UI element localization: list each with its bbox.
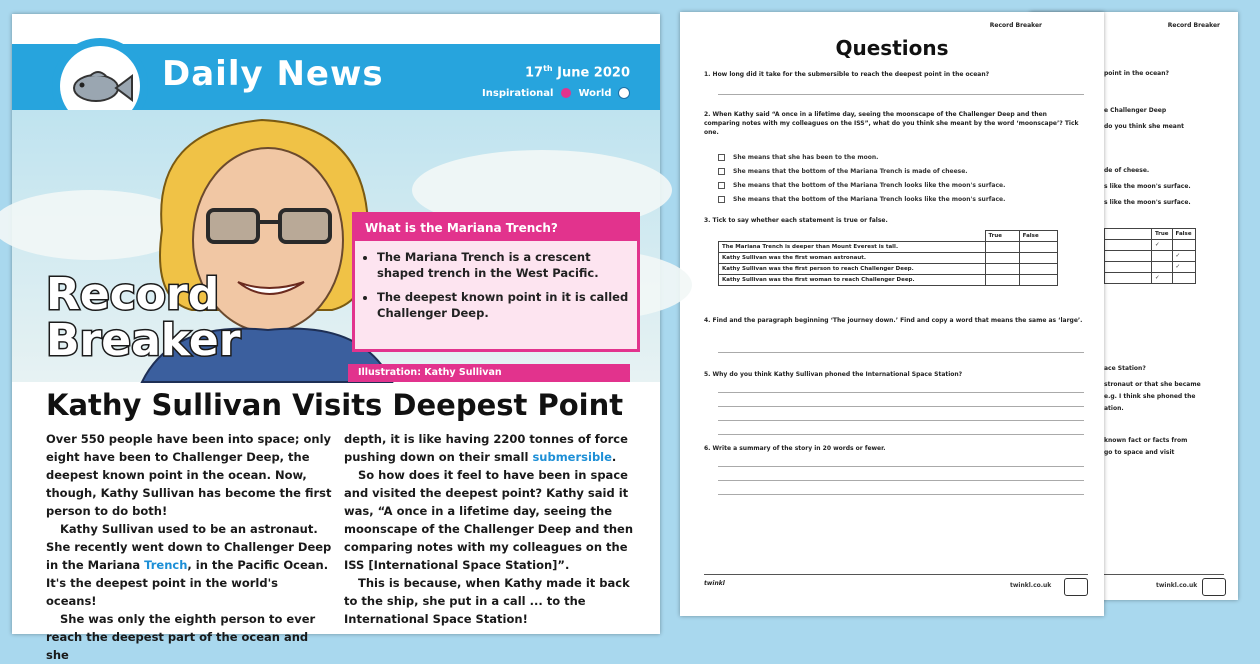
statement-cell: Kathy Sullivan was the first person to reach Challenger Deep.: [719, 264, 986, 275]
footer-badge-icon: [1202, 578, 1226, 596]
masthead-title: Daily News: [162, 54, 384, 94]
issue-date: 17th June 2020: [524, 64, 630, 81]
footer-divider: [1104, 574, 1224, 575]
statement-cell: Kathy Sullivan was the first woman astronaut.: [719, 253, 986, 264]
false-header: False: [1019, 231, 1057, 242]
article-column-2: depth, it is like having 2200 tonnes of force pushing down on their small submersible. So how does it feel to have been in space and visited the deepest point? Kathy said it was, “A once in a lifetime day, seeing the moonscape of the Challenger Deep and then comparing notes with my colleagues on the ISS [International Space Station]”. This is because, when Kathy made it back to the ship, she put in a call ... to the International Space Station!: [344, 432, 634, 626]
question-5: 5. Why do you think Kathy Sullivan phoned the International Space Station?: [704, 371, 963, 378]
answer-fragment: go to space and visit: [1104, 449, 1175, 456]
statement-cell: Kathy Sullivan was the first woman to reach Challenger Deep.: [719, 275, 986, 286]
false-cell[interactable]: [1019, 275, 1057, 286]
check-mark: ✓: [1172, 251, 1195, 262]
answer-fragment: e.g. I think she phoned the: [1104, 393, 1196, 400]
check-mark: ✓: [1172, 262, 1195, 273]
true-cell[interactable]: [985, 275, 1019, 286]
illustration-caption: Illustration: Kathy Sullivan: [348, 364, 630, 382]
false-cell[interactable]: [1019, 242, 1057, 253]
tick-box-icon: [718, 168, 725, 175]
true-false-table: [718, 230, 1058, 286]
glossary-link[interactable]: submersible: [532, 450, 612, 464]
worksheet-page: [680, 12, 1104, 616]
true-header: True: [1152, 229, 1173, 240]
statement-cell: The Mariana Trench is deeper than Mount Everest is tall.: [719, 242, 986, 253]
twinkl-logo-icon: twinkl: [704, 580, 725, 587]
footer-badge-icon: [1064, 578, 1088, 596]
answer-fragment: de of cheese.: [1104, 167, 1150, 174]
answer-fragment: do you think she meant: [1104, 123, 1184, 130]
answer-line: [718, 352, 1084, 353]
answer-line: [718, 94, 1084, 95]
answer-fragment: e Challenger Deep: [1104, 107, 1167, 114]
answer-fragment: s like the moon's surface.: [1104, 199, 1191, 206]
true-header: True: [985, 231, 1019, 242]
footer-divider: [704, 574, 1088, 575]
answer-fragment: s like the moon's surface.: [1104, 183, 1191, 190]
answer-line: [718, 480, 1084, 481]
answer-line: [718, 406, 1084, 407]
answer-fragment: point in the ocean?: [1104, 70, 1169, 77]
fact-box: [352, 212, 640, 352]
true-cell[interactable]: [985, 242, 1019, 253]
fact-item: • The deepest known point in it is called Challenger Deep.: [377, 289, 637, 321]
false-header: False: [1172, 229, 1195, 240]
questions-title: Questions: [835, 36, 949, 60]
fact-item: • The Mariana Trench is a crescent shaped trench in the West Pacific.: [377, 249, 637, 281]
answer-line: [718, 434, 1084, 435]
feature-title: Record Breaker: [46, 269, 241, 366]
false-cell[interactable]: [1019, 264, 1057, 275]
check-mark: ✓: [1152, 273, 1173, 284]
question-3: 3. Tick to say whether each statement is true or false.: [704, 217, 888, 224]
answer-table: [1104, 228, 1196, 284]
footer-code: twinkl.co.uk: [1156, 582, 1198, 589]
answer-line: [718, 466, 1084, 467]
glossary-link[interactable]: Trench: [144, 558, 188, 572]
answer-fragment: ace Station?: [1104, 365, 1146, 372]
answer-line: [718, 494, 1084, 495]
globe-icon: [618, 87, 630, 99]
q2-option[interactable]: She means that the bottom of the Mariana Trench is made of cheese.: [718, 168, 968, 175]
article-column-1: Over 550 people have been into space; only eight have been to Challenger Deep, the deepest known point in the ocean. Now, though, Kathy Sullivan has become the first person to do both! Kathy Sullivan used to be an astronaut. She recently went down to Challenger Deep in the Mariana Trench, in the Pacific Ocean. It's the deepest point in the world's oceans! She was only the eighth person to ever reach the deepest part of the ocean and she: [46, 432, 332, 662]
false-cell[interactable]: [1019, 253, 1057, 264]
article-headline: Kathy Sullivan Visits Deepest Point: [46, 388, 624, 422]
answer-fragment: stronaut or that she became: [1104, 381, 1201, 388]
worksheet-label: Record Breaker: [989, 22, 1042, 29]
answer-fragment: ation.: [1104, 405, 1124, 412]
tick-box-icon: [718, 196, 725, 203]
check-mark: ✓: [1152, 240, 1173, 251]
q2-option[interactable]: She means that the bottom of the Mariana Trench looks like the moon's surface.: [718, 182, 1005, 189]
question-6: 6. Write a summary of the story in 20 words or fewer.: [704, 445, 886, 452]
category-tags: Inspirational World: [482, 87, 630, 99]
question-1: 1. How long did it take for the submersible to reach the deepest point in the ocean?: [704, 71, 990, 78]
footer-code: twinkl.co.uk: [1010, 582, 1052, 589]
answer-fragment: known fact or facts from: [1104, 437, 1188, 444]
question-4: 4. Find and the paragraph beginning ‘The journey down.’ Find and copy a word that means the same as ‘large’.: [704, 317, 1083, 324]
true-cell[interactable]: [985, 264, 1019, 275]
newsletter-page: [12, 14, 660, 662]
worksheet-label: Record Breaker: [1167, 22, 1220, 29]
true-cell[interactable]: [985, 253, 1019, 264]
q2-option[interactable]: She means that the bottom of the Mariana Trench looks like the moon's surface.: [718, 196, 1005, 203]
tick-box-icon: [718, 182, 725, 189]
question-2: 2. When Kathy said “A once in a lifetime day, seeing the moonscape of the Challenger Deep and then comparing notes with my colleagues on the ISS”, what do you think she meant by the word ‘moonscape’? Tick one.: [704, 111, 1079, 136]
answer-line: [718, 420, 1084, 421]
q2-option[interactable]: She means that she has been to the moon.: [718, 154, 878, 161]
tick-box-icon: [718, 154, 725, 161]
inspirational-icon: [561, 88, 571, 98]
fact-box-title: What is the Mariana Trench?: [355, 215, 637, 241]
answer-line: [718, 392, 1084, 393]
